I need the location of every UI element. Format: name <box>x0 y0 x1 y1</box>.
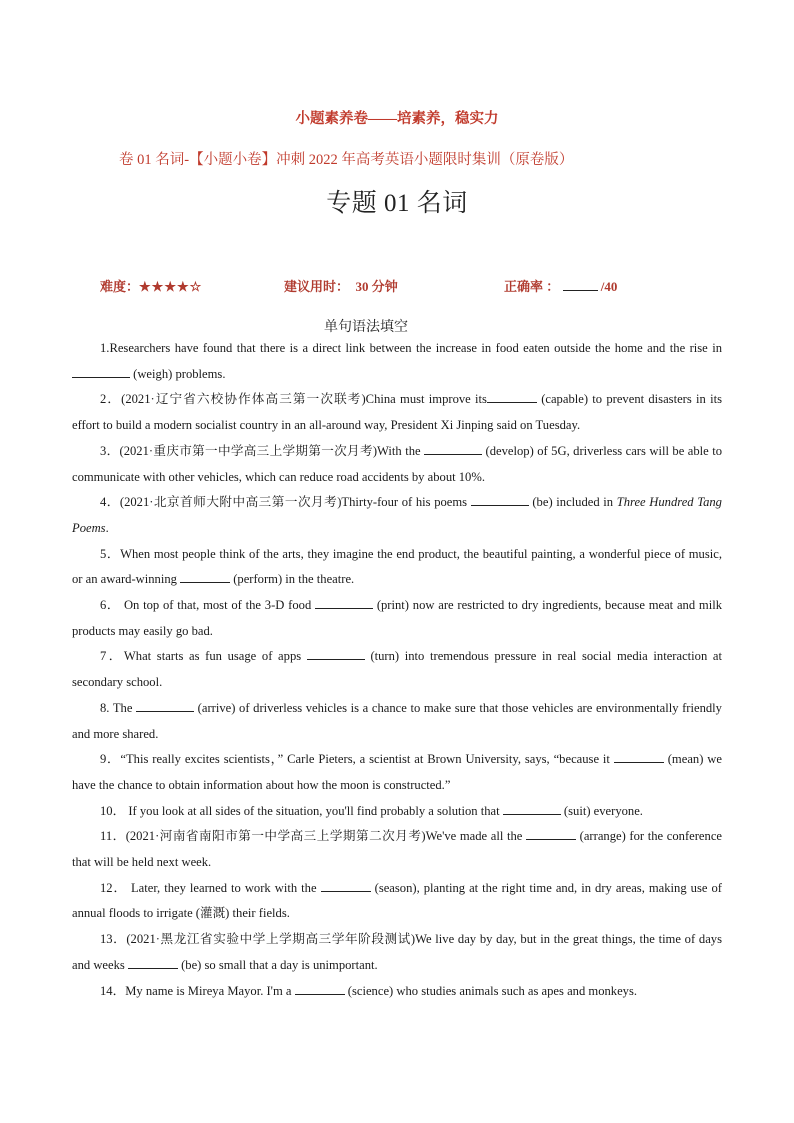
accuracy <box>504 276 617 295</box>
question-9: 9．“This really excites scientists，” Carle Pieters, a scientist at Brown University, says, “because it (mean) we have the chance to obtain information about how the moon is constructed.” <box>72 747 722 798</box>
answer-blank[interactable] <box>315 594 373 609</box>
answer-blank[interactable] <box>307 645 365 660</box>
difficulty-stars: ★★★★☆ <box>139 279 203 294</box>
accuracy-total: /40 <box>600 279 618 294</box>
question-12: 12． Later, they learned to work with the (season), planting at the right time and, in dry areas, making use of annual floods to irrigate (灌溉) their fields. <box>72 876 722 927</box>
question-13: 13．(2021·黑龙江省实验中学上学期高三学年阶段测试)We live day by day, but in the great things, the time of days and weeks (be) so small that a day is unimportant. <box>72 932 722 972</box>
question-14: 14．My name is Mireya Mayor. I'm a (science) who studies animals such as apes and monkeys. <box>72 979 722 1005</box>
answer-blank[interactable] <box>136 697 194 712</box>
answer-blank[interactable] <box>72 363 130 378</box>
question-1: 1.Researchers have found that there is a direct link between the increase in food eaten outside the home and the rise in (weigh) problems. <box>72 336 722 387</box>
question-11: 11．(2021·河南省南阳市第一中学高三上学期第二次月考)We've made all the (arrange) for the conference that will be held next week. <box>72 824 722 875</box>
accuracy-blank[interactable] <box>563 276 598 291</box>
section-title: 单句语法填空 <box>324 320 408 335</box>
answer-blank[interactable] <box>503 800 561 815</box>
answer-blank[interactable] <box>614 748 664 763</box>
question-6: 6． On top of that, most of the 3-D food (print) now are restricted to dry ingredients, because meat and milk products may easily go bad. <box>72 593 722 644</box>
answer-blank[interactable] <box>295 980 345 995</box>
meta-row <box>100 276 660 296</box>
answer-blank[interactable] <box>128 954 178 969</box>
time-value: 30 分钟 <box>355 279 398 294</box>
difficulty-label: 难度： <box>100 279 140 294</box>
page-title: 专题 01 名词 <box>326 190 468 217</box>
suggested-time <box>284 276 398 295</box>
question-2: 2．(2021·辽宁省六校协作体高三第一次联考)China must improve its (capable) to prevent disasters in its effort to build a modern socialist country in an all-around way, President Xi Jinping said on Tuesday. <box>72 387 722 438</box>
answer-blank[interactable] <box>321 877 371 892</box>
accuracy-label: 正确率 ： <box>504 279 560 294</box>
time-label: 建议用时： <box>284 279 350 294</box>
question-8: 8. The (arrive) of driverless vehicles is a chance to make sure that those vehicles are environmentally friendly and more shared. <box>72 696 722 747</box>
answer-blank[interactable] <box>471 491 529 506</box>
answer-blank[interactable] <box>526 825 576 840</box>
answer-blank[interactable] <box>487 388 537 403</box>
question-7: 7．What starts as fun usage of apps (turn) into tremendous pressure in real social media interaction at secondary school. <box>72 644 722 695</box>
difficulty <box>100 276 202 295</box>
question-4: 4．(2021·北京首师大附中高三第一次月考)Thirty-four of his poems (be) included in Three Hundred Tang Poems. <box>72 490 722 541</box>
answer-blank[interactable] <box>180 568 230 583</box>
book-title: Three Hundred Tang Poems <box>72 495 722 535</box>
question-list <box>72 336 722 1004</box>
question-5: 5．When most people think of the arts, they imagine the end product, the beautiful painting, a wonderful piece of music, or an award-winning (perform) in the theatre. <box>72 546 722 587</box>
answer-blank[interactable] <box>424 440 482 455</box>
document-subtitle: 卷 01 名词-【小题小卷】冲刺 2022 年高考英语小题限时集训（原卷版） <box>119 152 574 168</box>
banner-slogan: 小题素养卷——培素养，稳实力 <box>295 111 499 127</box>
question-3: 3．(2021·重庆市第一中学高三上学期第一次月考)With the (develop) of 5G, driverless cars will be able to communicate with other vehicles, which can reduce road accidents by about 10%. <box>72 439 722 490</box>
question-10: 10． If you look at all sides of the situation, you'll find probably a solution that (suit) everyone. <box>72 799 722 825</box>
